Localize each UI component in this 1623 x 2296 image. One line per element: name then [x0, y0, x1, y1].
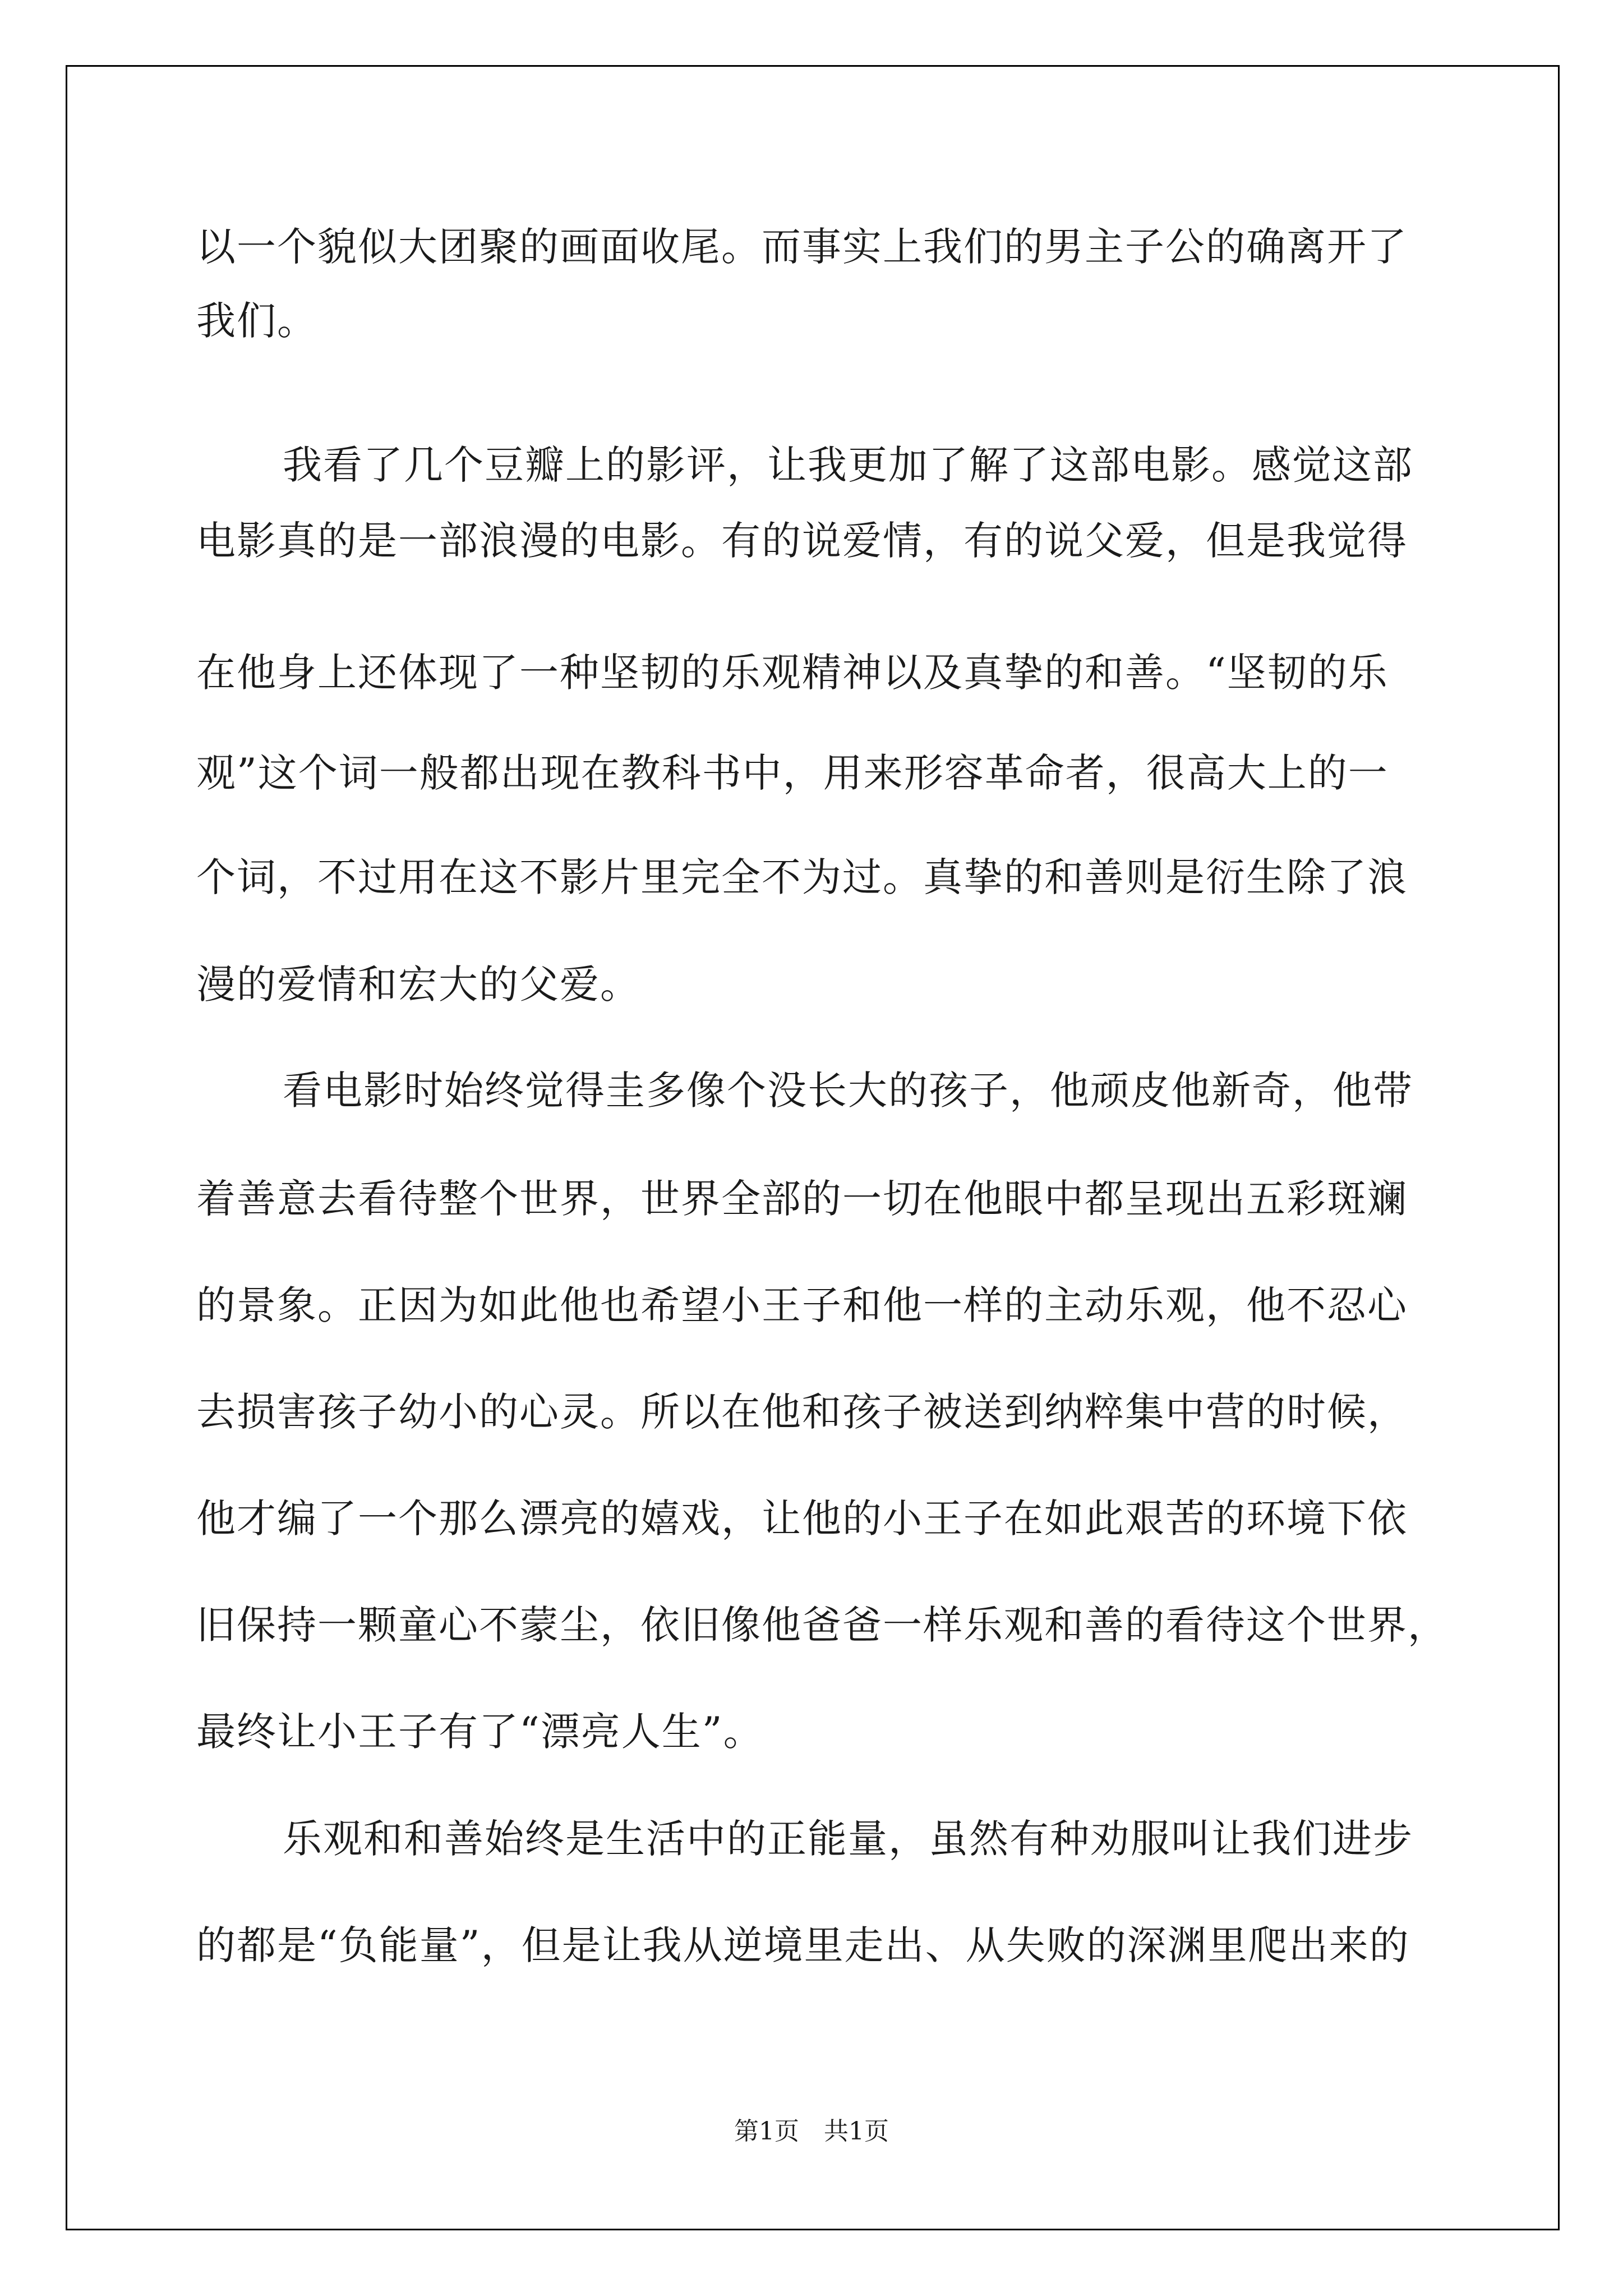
- text-line: 在他身上还体现了一种坚韧的乐观精神以及真挚的和善。“坚韧的乐: [196, 650, 1389, 696]
- text-line: 我们。: [196, 298, 317, 344]
- text-line: 着善意去看待整个世界，世界全部的一切在他眼中都呈现出五彩斑斓: [196, 1176, 1408, 1222]
- text-line: 观”这个词一般都出现在教科书中，用来形容革命者，很高大上的一: [196, 750, 1389, 796]
- page-number: 第1页 共1页: [734, 2117, 889, 2146]
- text-line: 的景象。正因为如此他也希望小王子和他一样的主动乐观，他不忍心: [196, 1282, 1408, 1328]
- text-line: 去损害孩子幼小的心灵。所以在他和孩子被送到纳粹集中营的时候，: [196, 1389, 1408, 1435]
- text-line: 漫的爱情和宏大的父爱。: [196, 961, 640, 1007]
- page-border: [66, 65, 1560, 2230]
- text-line: 乐观和和善始终是生活中的正能量，虽然有种劝服叫让我们进步: [283, 1816, 1413, 1862]
- text-line: 电影真的是一部浪漫的电影。有的说爱情，有的说父爱，但是我觉得: [196, 518, 1408, 564]
- text-line: 看电影时始终觉得圭多像个没长大的孩子，他顽皮他新奇，他带: [283, 1068, 1413, 1114]
- text-line: 个词，不过用在这不影片里完全不为过。真挚的和善则是衍生除了浪: [196, 854, 1408, 900]
- text-line: 最终让小王子有了“漂亮人生”。: [196, 1709, 764, 1755]
- text-line: 以一个貌似大团聚的画面收尾。而事实上我们的男主子公的确离开了: [196, 224, 1408, 270]
- text-line: 他才编了一个那么漂亮的嬉戏，让他的小王子在如此艰苦的环境下依: [196, 1496, 1408, 1542]
- text-line: 我看了几个豆瓣上的影评，让我更加了解了这部电影。感觉这部: [283, 442, 1413, 488]
- text-line: 旧保持一颗童心不蒙尘，依旧像他爸爸一样乐观和善的看待这个世界，: [196, 1602, 1448, 1648]
- text-line: 的都是“负能量”，但是让我从逆境里走出、从失败的深渊里爬出来的: [196, 1922, 1410, 1968]
